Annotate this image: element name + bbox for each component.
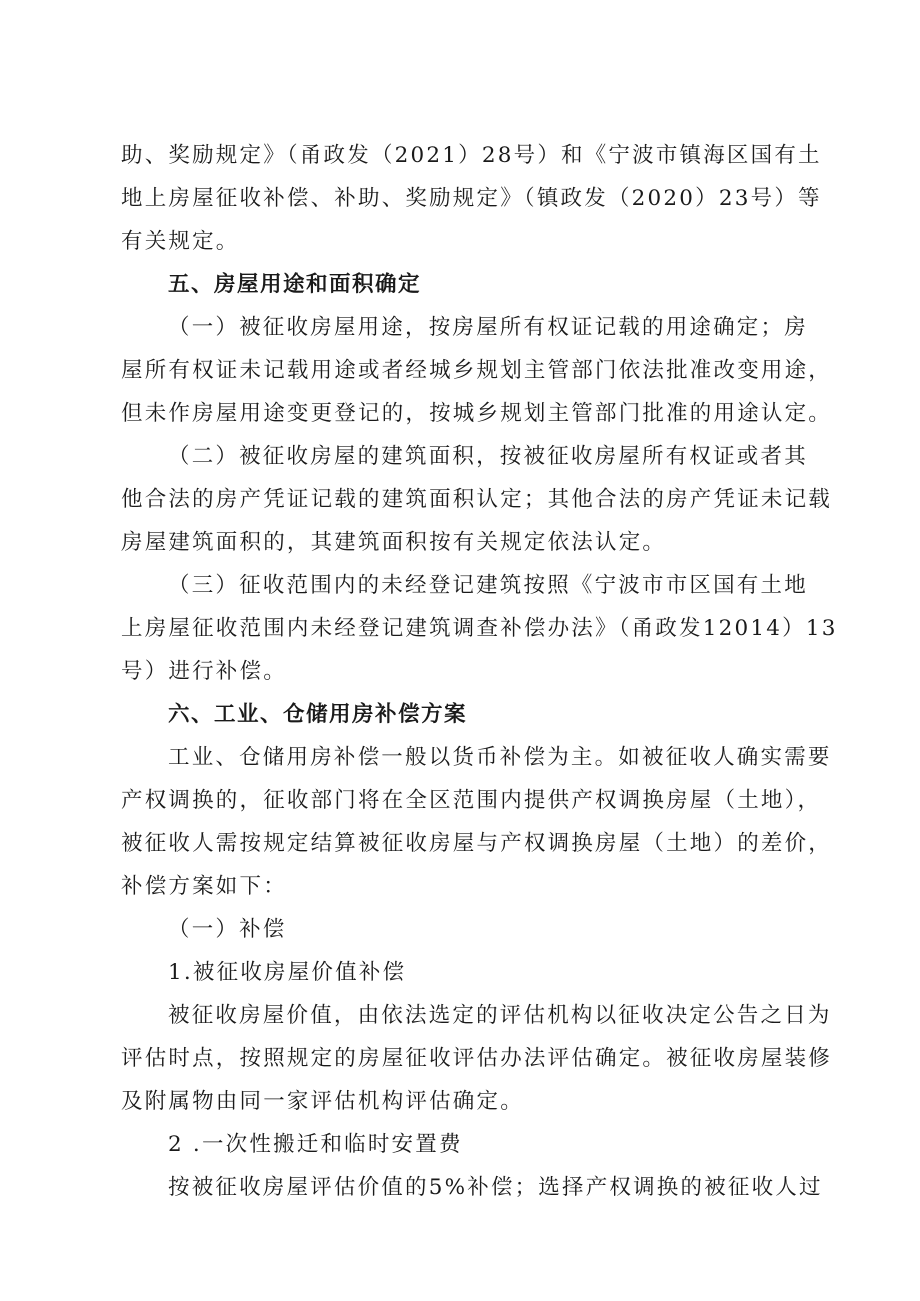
text-line: 上房屋征收范围内未经登记建筑调查补偿办法》（甬政发12014）13 [121,616,838,641]
text-line: 被征收房屋价值，由依法选定的评估机构以征收决定公告之日为 [168,1003,832,1028]
text-line: 工业、仓储用房补偿一般以货币补偿为主。如被征收人确实需要 [168,745,832,770]
text-line: 补偿方案如下： [121,874,287,899]
text-line: 被征收人需按规定结算被征收房屋与产权调换房屋（土地）的差价， [121,831,833,856]
text-line: 但未作房屋用途变更登记的，按城乡规划主管部门批准的用途认定。 [121,401,833,426]
text-line: （三）征收范围内的未经登记建筑按照《宁波市市区国有土地 [168,573,808,598]
text-line: 屋所有权证未记载用途或者经城乡规划主管部门依法批准改变用途， [121,358,833,383]
text-line: 及附属物由同一家评估机构评估确定。 [121,1089,524,1114]
item-heading: 2 .一次性搬迁和临时安置费 [168,1132,463,1157]
text-line: 号）进行补偿。 [121,659,287,684]
text-line: 他合法的房产凭证记载的建筑面积认定；其他合法的房产凭证未记载 [121,487,833,512]
section-heading-6: 六、工业、仓储用房补偿方案 [168,702,468,727]
text-line: 助、奖励规定》（甬政发（2021）28号）和《宁波市镇海区国有土 [121,143,822,168]
text-line: 地上房屋征收补偿、补助、奖励规定》（镇政发（2020）23号）等 [121,186,822,211]
text-line: （二）被征收房屋的建筑面积，按被征收房屋所有权证或者其 [168,444,808,469]
text-line: 按被征收房屋评估价值的5%补偿；选择产权调换的被征收人过 [168,1175,823,1200]
section-heading-5: 五、房屋用途和面积确定 [168,272,422,297]
subsection-heading: （一）补偿 [168,917,287,942]
text-line: 产权调换的，征收部门将在全区范围内提供产权调换房屋（土地）， [121,788,822,813]
item-heading: 1.被征收房屋价值补偿 [168,960,407,985]
text-line: 房屋建筑面积的，其建筑面积按有关规定依法认定。 [121,530,667,555]
text-line: 有关规定。 [121,229,240,254]
text-line: （一）被征收房屋用途，按房屋所有权证记载的用途确定；房 [168,315,808,340]
text-line: 评估时点，按照规定的房屋征收评估办法评估确定。被征收房屋装修 [121,1046,833,1071]
